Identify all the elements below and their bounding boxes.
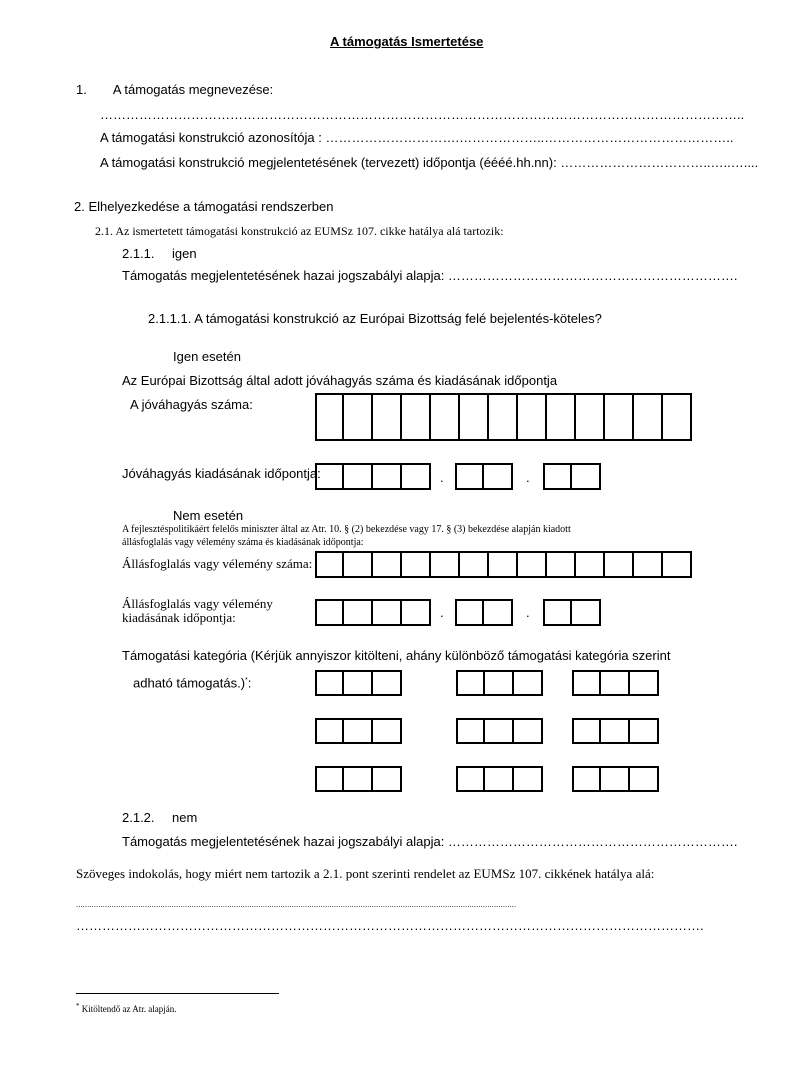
char-box[interactable]: [543, 463, 572, 490]
char-box[interactable]: [605, 551, 634, 578]
category-boxes[interactable]: [315, 718, 402, 744]
char-box[interactable]: [456, 718, 485, 744]
char-box[interactable]: [373, 766, 402, 792]
char-box[interactable]: [485, 766, 514, 792]
opinion-number-boxes[interactable]: [315, 551, 692, 578]
char-box[interactable]: [489, 551, 518, 578]
char-box[interactable]: [431, 551, 460, 578]
section-2-heading: 2. Elhelyezkedése a támogatási rendszerben: [74, 199, 334, 214]
char-box[interactable]: [514, 766, 543, 792]
category-boxes[interactable]: [572, 670, 659, 696]
justification-field-line-2[interactable]: ……………………………………………………………………………………………………………………………….: [76, 918, 704, 933]
category-boxes[interactable]: [315, 670, 402, 696]
no-case-heading: Nem esetén: [173, 508, 244, 523]
char-box[interactable]: [315, 599, 344, 626]
justification-field-line-1[interactable]: ......................................................................................................................................................................................................: [76, 900, 517, 909]
opinion-date-label-line-2: kiadásának időpontja:: [122, 610, 236, 625]
footnote-divider: [76, 993, 279, 994]
char-box[interactable]: [572, 670, 601, 696]
opinion-date-label-line-1: Állásfoglalás vagy vélemény: [122, 596, 273, 611]
char-box[interactable]: [572, 766, 601, 792]
legal-basis-field-2[interactable]: Támogatás megjelentetésének hazai jogszabályi alapja: ………………………………………………………….: [122, 834, 738, 849]
section-1-heading: 1. A támogatás megnevezése:: [76, 82, 274, 97]
char-box[interactable]: [576, 393, 605, 441]
char-box[interactable]: [630, 766, 659, 792]
category-boxes[interactable]: [572, 718, 659, 744]
opinion-date-year-boxes[interactable]: [315, 599, 431, 626]
char-box[interactable]: [630, 670, 659, 696]
support-name-field[interactable]: …………………………………………………………………………………………………………………………………..: [100, 107, 745, 122]
legal-basis-field-1[interactable]: Támogatás megjelentetésének hazai jogszabályi alapja: ………………………………………………………….: [122, 268, 738, 283]
publication-date-field[interactable]: A támogatási konstrukció megjelentetésének (tervezett) időpontja (éééé.hh.nn): ……………………………..…..…....: [100, 155, 759, 170]
footnote: * Kitöltendő az Atr. alapján.: [76, 1002, 177, 1014]
char-box[interactable]: [373, 670, 402, 696]
char-box[interactable]: [402, 551, 431, 578]
char-box[interactable]: [344, 718, 373, 744]
char-box[interactable]: [634, 551, 663, 578]
category-boxes[interactable]: [456, 766, 543, 792]
char-box[interactable]: [489, 393, 518, 441]
category-boxes[interactable]: [572, 766, 659, 792]
char-box[interactable]: [572, 718, 601, 744]
char-box[interactable]: [344, 670, 373, 696]
char-box[interactable]: [344, 766, 373, 792]
char-box[interactable]: [572, 463, 601, 490]
char-box[interactable]: [456, 766, 485, 792]
char-box[interactable]: [576, 551, 605, 578]
category-boxes[interactable]: [315, 766, 402, 792]
opinion-date-day-boxes[interactable]: [543, 599, 601, 626]
char-box[interactable]: [630, 718, 659, 744]
char-box[interactable]: [484, 463, 513, 490]
category-boxes[interactable]: [456, 670, 543, 696]
char-box[interactable]: [543, 599, 572, 626]
construction-id-field[interactable]: A támogatási konstrukció azonosítója : ………………………….………………..……………………………………..: [100, 130, 734, 145]
approval-date-label: Jóváhagyás kiadásának időpontja:: [122, 466, 321, 481]
char-box[interactable]: [315, 463, 344, 490]
opinion-number-label: Állásfoglalás vagy vélemény száma:: [122, 556, 313, 571]
char-box[interactable]: [514, 718, 543, 744]
char-box[interactable]: [514, 670, 543, 696]
char-box[interactable]: [455, 599, 484, 626]
char-box[interactable]: [456, 670, 485, 696]
char-box[interactable]: [344, 463, 373, 490]
char-box[interactable]: [547, 551, 576, 578]
subsection-2-1: 2.1. Az ismertetett támogatási konstrukció az EUMSz 107. cikke hatálya alá tartozik:: [95, 224, 504, 238]
category-label-line-2: adható támogatás.)*:: [133, 675, 252, 691]
char-box[interactable]: [373, 551, 402, 578]
char-box[interactable]: [402, 463, 431, 490]
char-box[interactable]: [373, 463, 402, 490]
date-separator: .: [526, 470, 530, 485]
item-2-1-1-yes: igen: [172, 246, 197, 261]
char-box[interactable]: [402, 393, 431, 441]
char-box[interactable]: [601, 670, 630, 696]
char-box[interactable]: [634, 393, 663, 441]
char-box[interactable]: [344, 599, 373, 626]
approval-date-month-boxes[interactable]: [455, 463, 513, 490]
char-box[interactable]: [402, 599, 431, 626]
char-box[interactable]: [518, 551, 547, 578]
commission-approval-heading: Az Európai Bizottság által adott jóváhagyás száma és kiadásának időpontja: [122, 373, 558, 388]
category-label-line-1: Támogatási kategória (Kérjük annyiszor kitölteni, ahány különböző támogatási kategória szerint: [122, 648, 671, 663]
category-boxes[interactable]: [456, 718, 543, 744]
date-separator: .: [440, 470, 444, 485]
item-2-1-1-1-question: 2.1.1.1. A támogatási konstrukció az Európai Bizottság felé bejelentés-köteles?: [148, 311, 602, 326]
char-box[interactable]: [460, 551, 489, 578]
char-box[interactable]: [572, 599, 601, 626]
approval-date-year-boxes[interactable]: [315, 463, 431, 490]
char-box[interactable]: [431, 393, 460, 441]
char-box[interactable]: [460, 393, 489, 441]
char-box[interactable]: [373, 393, 402, 441]
char-box[interactable]: [663, 393, 692, 441]
char-box[interactable]: [484, 599, 513, 626]
char-box[interactable]: [373, 718, 402, 744]
minister-text-line-2: állásfoglalás vagy vélemény száma és kiadásának időpontja:: [122, 537, 364, 548]
char-box[interactable]: [344, 393, 373, 441]
item-2-1-1-number: 2.1.1.: [122, 246, 155, 261]
item-2-1-2-number: 2.1.2.: [122, 810, 155, 825]
char-box[interactable]: [485, 670, 514, 696]
opinion-date-month-boxes[interactable]: [455, 599, 513, 626]
char-box[interactable]: [601, 766, 630, 792]
approval-number-label: A jóváhagyás száma:: [130, 397, 253, 412]
char-box[interactable]: [547, 393, 576, 441]
item-2-1-2-no: nem: [172, 810, 198, 825]
char-box[interactable]: [344, 551, 373, 578]
char-box[interactable]: [315, 718, 344, 744]
char-box[interactable]: [373, 599, 402, 626]
approval-number-boxes[interactable]: [315, 393, 692, 441]
page-title: A támogatás Ismertetése: [330, 34, 484, 49]
date-separator: .: [526, 605, 530, 620]
char-box[interactable]: [315, 766, 344, 792]
char-box[interactable]: [485, 718, 514, 744]
char-box[interactable]: [605, 393, 634, 441]
char-box[interactable]: [315, 551, 344, 578]
char-box[interactable]: [601, 718, 630, 744]
justification-label: Szöveges indokolás, hogy miért nem tartozik a 2.1. pont szerinti rendelet az EUMSz 107. cikkének hatálya alá:: [76, 866, 655, 881]
minister-text-line-1: A fejlesztéspolitikáért felelős miniszter által az Atr. 10. § (2) bekezdése vagy 17. § (3) bekezdése alapján kiadott: [122, 524, 571, 535]
char-box[interactable]: [315, 670, 344, 696]
yes-case-heading: Igen esetén: [173, 349, 241, 364]
date-separator: .: [440, 605, 444, 620]
char-box[interactable]: [663, 551, 692, 578]
approval-date-day-boxes[interactable]: [543, 463, 601, 490]
char-box[interactable]: [455, 463, 484, 490]
char-box[interactable]: [518, 393, 547, 441]
char-box[interactable]: [315, 393, 344, 441]
